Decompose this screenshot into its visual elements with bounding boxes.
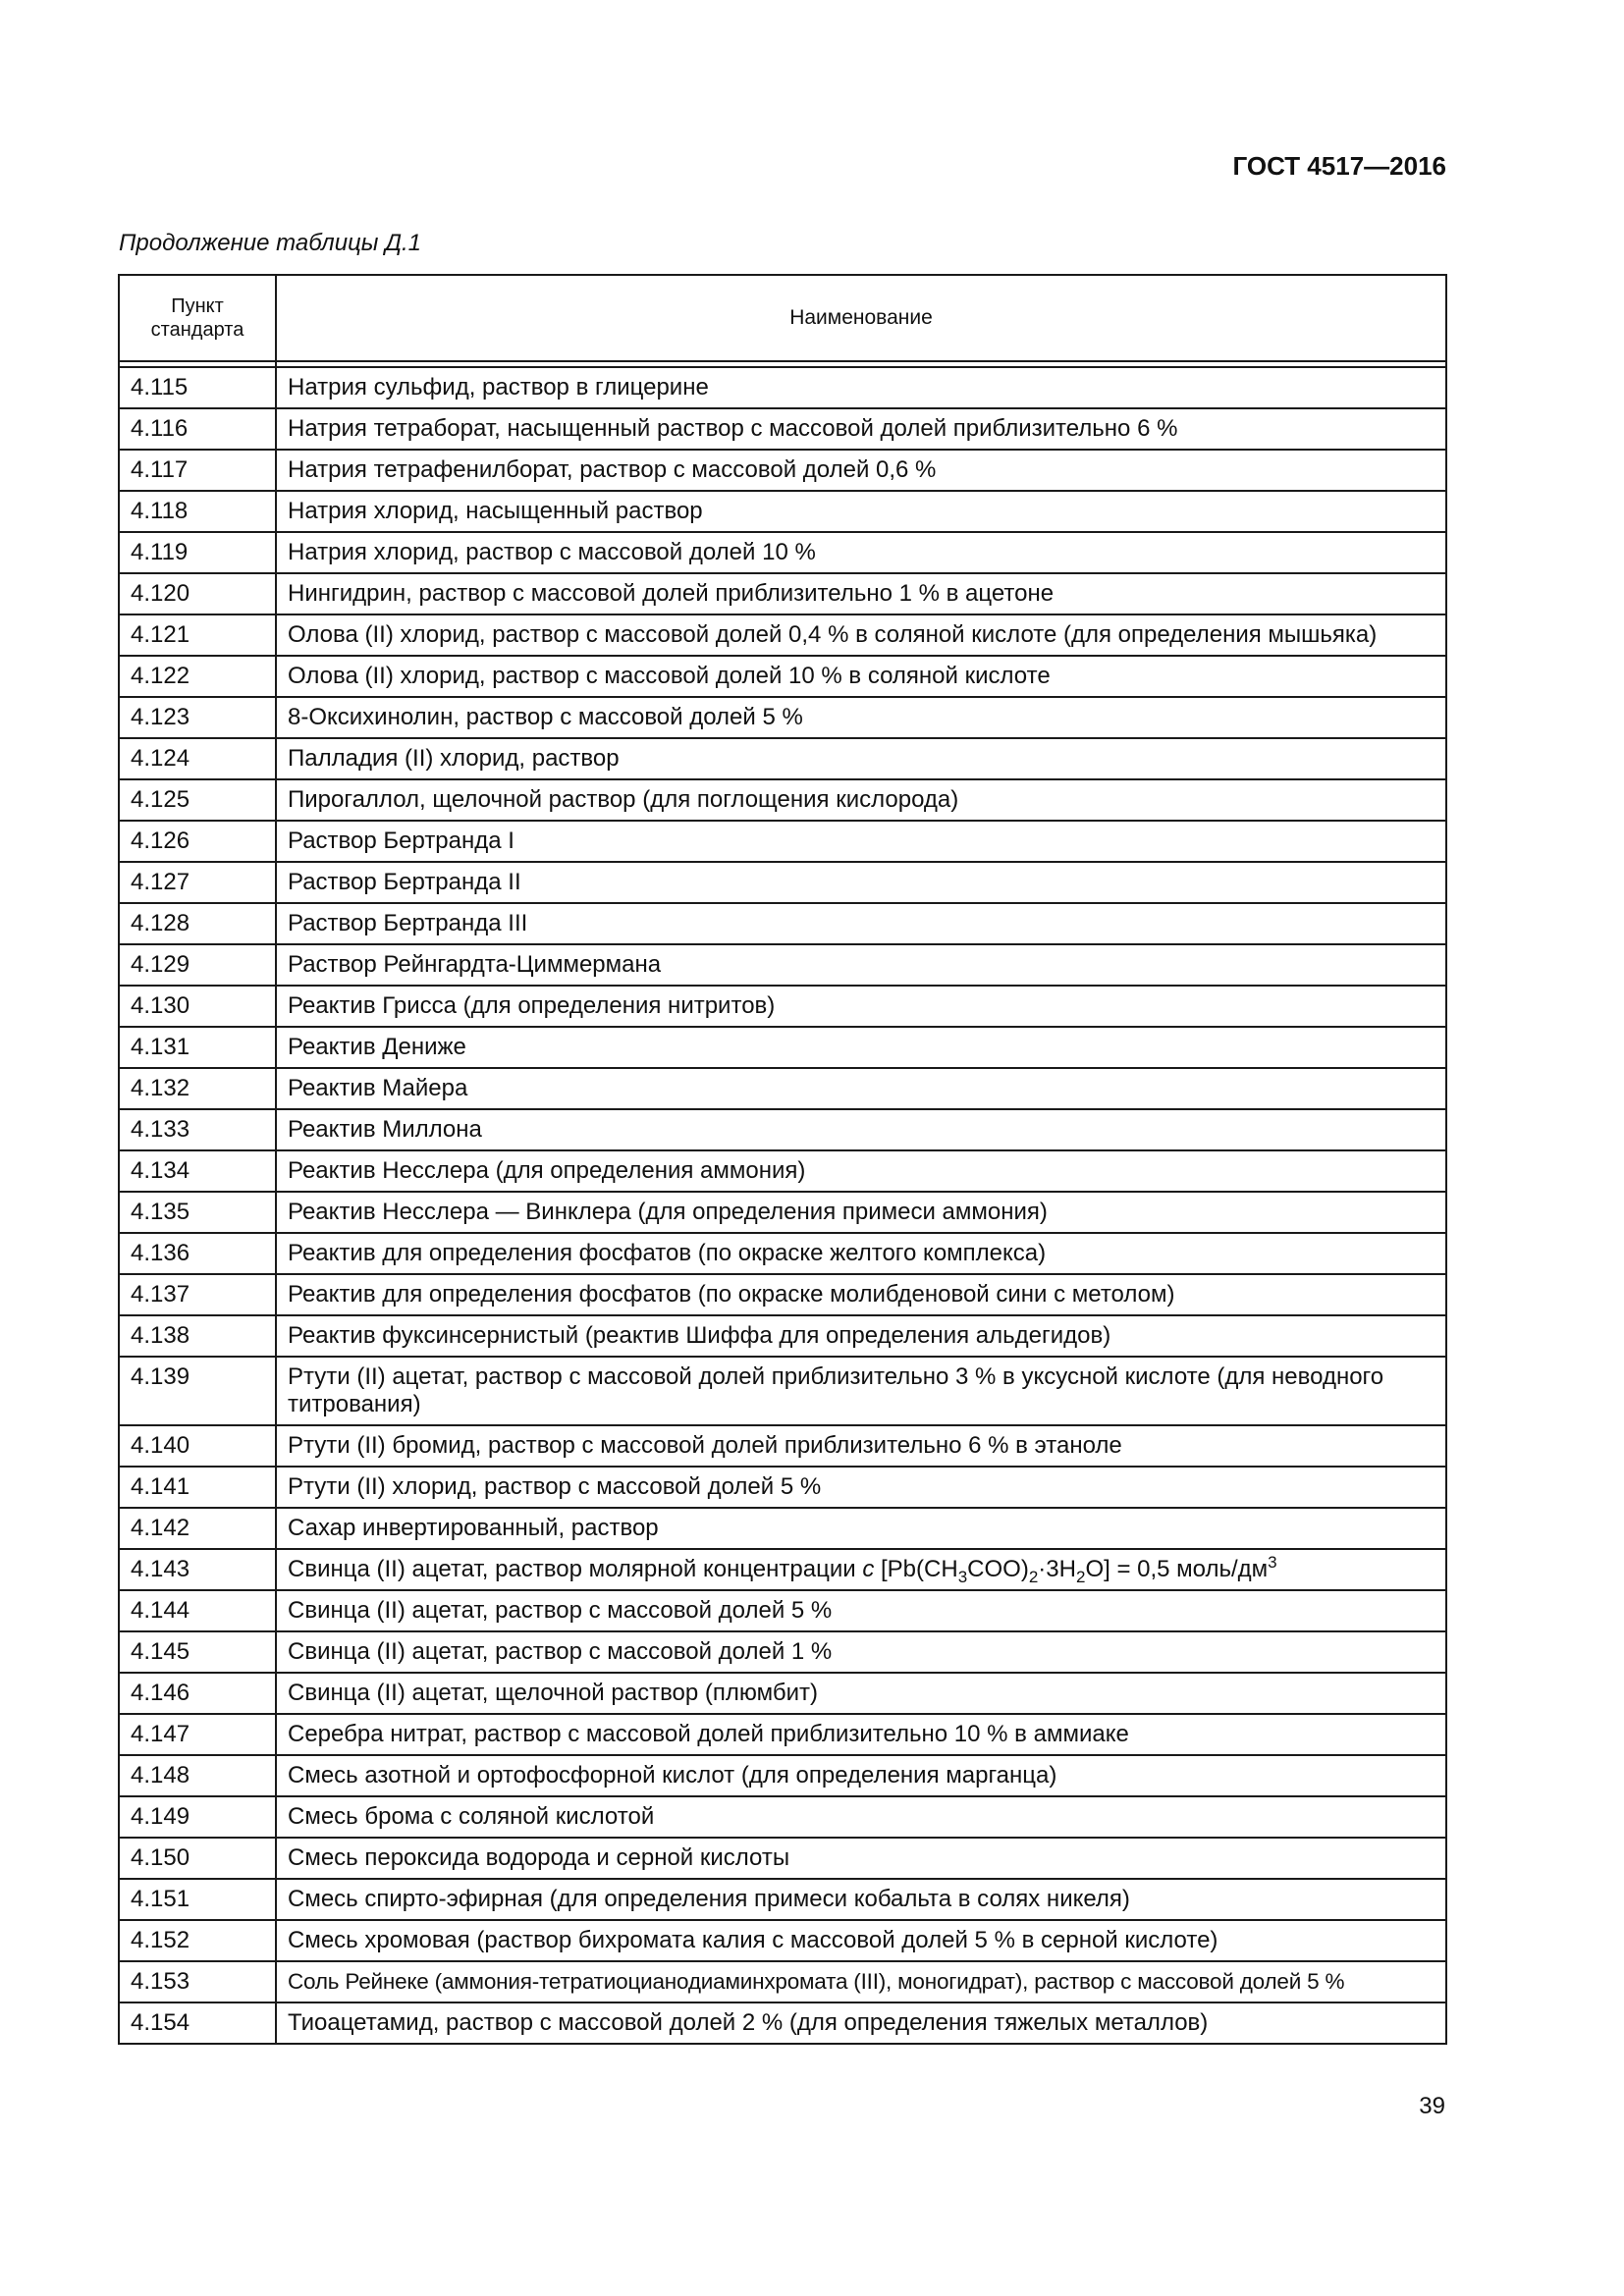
table-row xyxy=(119,821,1446,862)
formula-part: COO) xyxy=(967,1556,1029,1582)
point-number: 4.115 xyxy=(119,367,276,408)
table-row xyxy=(119,1879,1446,1920)
table-row xyxy=(119,450,1446,491)
table-row xyxy=(119,986,1446,1027)
point-number: 4.127 xyxy=(119,862,276,903)
table-row xyxy=(119,1549,1446,1590)
reagent-name: 8-Оксихинолин, раствор с массовой долей 5 % xyxy=(276,697,1446,738)
table-row xyxy=(119,1109,1446,1150)
column-header-point: Пункт стандарта xyxy=(119,275,276,361)
formula-part: c xyxy=(862,1556,875,1582)
point-number: 4.150 xyxy=(119,1838,276,1879)
reagent-name: Реактив Дениже xyxy=(276,1027,1446,1068)
table-row xyxy=(119,1673,1446,1714)
reagent-name: Серебра нитрат, раствор с массовой долей приблизительно 10 % в аммиаке xyxy=(276,1714,1446,1755)
table-row xyxy=(119,862,1446,903)
table-row xyxy=(119,903,1446,944)
table-row xyxy=(119,1274,1446,1315)
formula-part: ·3H xyxy=(1038,1556,1076,1582)
reagent-name: Натрия хлорид, насыщенный раствор xyxy=(276,491,1446,532)
table-row xyxy=(119,1920,1446,1961)
point-number: 4.131 xyxy=(119,1027,276,1068)
formula-part: 2 xyxy=(1028,1567,1039,1586)
table-row xyxy=(119,2002,1446,2044)
point-number: 4.132 xyxy=(119,1068,276,1109)
point-number: 4.126 xyxy=(119,821,276,862)
table-row xyxy=(119,1027,1446,1068)
reagent-name: Смесь спирто-эфирная (для определения примеси кобальта в солях никеля) xyxy=(276,1879,1446,1920)
table-row xyxy=(119,1425,1446,1467)
document-id: ГОСТ 4517—2016 xyxy=(1232,151,1446,181)
point-number: 4.149 xyxy=(119,1796,276,1838)
table-row xyxy=(119,1508,1446,1549)
point-number: 4.135 xyxy=(119,1192,276,1233)
formula-part: [Pb(CH xyxy=(874,1556,958,1582)
point-number: 4.147 xyxy=(119,1714,276,1755)
point-number: 4.137 xyxy=(119,1274,276,1315)
point-number: 4.134 xyxy=(119,1150,276,1192)
point-number: 4.143 xyxy=(119,1549,276,1590)
reagent-name: Раствор Бертранда III xyxy=(276,903,1446,944)
reagent-name: Реактив фуксинсернистый (реактив Шиффа для определения альдегидов) xyxy=(276,1315,1446,1357)
reagent-name: Реактив Майера xyxy=(276,1068,1446,1109)
point-number: 4.154 xyxy=(119,2002,276,2044)
table-caption: Продолжение таблицы Д.1 xyxy=(119,230,422,256)
reagent-name: Натрия тетрафенилборат, раствор с массовой долей 0,6 % xyxy=(276,450,1446,491)
reagent-name: Реактив Несслера (для определения аммония) xyxy=(276,1150,1446,1192)
point-number: 4.128 xyxy=(119,903,276,944)
table-row xyxy=(119,1961,1446,2002)
point-number: 4.117 xyxy=(119,450,276,491)
point-number: 4.116 xyxy=(119,408,276,450)
table-row xyxy=(119,532,1446,573)
table-row xyxy=(119,1755,1446,1796)
table-body xyxy=(119,361,1446,2044)
reagent-name: Натрия тетраборат, насыщенный раствор с массовой долей приблизительно 6 % xyxy=(276,408,1446,450)
reagent-name: Раствор Бертранда II xyxy=(276,862,1446,903)
table-row xyxy=(119,1838,1446,1879)
formula-part: Свинца (II) ацетат, раствор молярной концентрации xyxy=(288,1556,863,1582)
reagent-name: Пирогаллол, щелочной раствор (для поглощения кислорода) xyxy=(276,779,1446,821)
point-number: 4.130 xyxy=(119,986,276,1027)
formula-part: O] = 0,5 моль/дм xyxy=(1085,1556,1269,1582)
reagent-name: Соль Рейнеке (аммония-тетратиоцианодиаминхромата (III), моногидрат), раствор с массовой долей 5 % xyxy=(276,1961,1446,2002)
table-row xyxy=(119,1631,1446,1673)
point-number: 4.140 xyxy=(119,1425,276,1467)
reagent-name: Смесь хромовая (раствор бихромата калия с массовой долей 5 % в серной кислоте) xyxy=(276,1920,1446,1961)
reagent-name: Смесь брома с соляной кислотой xyxy=(276,1796,1446,1838)
table-row xyxy=(119,1315,1446,1357)
table-row xyxy=(119,1590,1446,1631)
reagent-name: Свинца (II) ацетат, раствор с массовой долей 5 % xyxy=(276,1590,1446,1631)
table-row xyxy=(119,656,1446,697)
table-row xyxy=(119,779,1446,821)
table-row xyxy=(119,738,1446,779)
point-number: 4.148 xyxy=(119,1755,276,1796)
table-row xyxy=(119,367,1446,408)
reagent-name: Сахар инвертированный, раствор xyxy=(276,1508,1446,1549)
point-number: 4.142 xyxy=(119,1508,276,1549)
reagent-name: Реактив для определения фосфатов (по окраске желтого комплекса) xyxy=(276,1233,1446,1274)
table-row xyxy=(119,1068,1446,1109)
reagent-name: Смесь азотной и ортофосфорной кислот (для определения марганца) xyxy=(276,1755,1446,1796)
point-number: 4.153 xyxy=(119,1961,276,2002)
formula-part: 3 xyxy=(957,1567,968,1586)
point-number: 4.129 xyxy=(119,944,276,986)
point-number: 4.118 xyxy=(119,491,276,532)
reagents-table xyxy=(118,274,1447,2045)
point-number: 4.133 xyxy=(119,1109,276,1150)
table-header-row xyxy=(119,275,1446,361)
reagent-name: Реактив Миллона xyxy=(276,1109,1446,1150)
reagent-name: Натрия хлорид, раствор с массовой долей 10 % xyxy=(276,532,1446,573)
point-number: 4.144 xyxy=(119,1590,276,1631)
reagent-name: Натрия сульфид, раствор в глицерине xyxy=(276,367,1446,408)
column-header-name: Наименование xyxy=(276,275,1446,361)
point-number: 4.138 xyxy=(119,1315,276,1357)
reagent-name: Смесь пероксида водорода и серной кислоты xyxy=(276,1838,1446,1879)
point-number: 4.146 xyxy=(119,1673,276,1714)
table-row xyxy=(119,697,1446,738)
point-number: 4.151 xyxy=(119,1879,276,1920)
table-row xyxy=(119,491,1446,532)
reagent-name: Реактив Несслера — Винклера (для определения примеси аммония) xyxy=(276,1192,1446,1233)
point-number: 4.136 xyxy=(119,1233,276,1274)
reagent-name: Олова (II) хлорид, раствор с массовой долей 10 % в соляной кислоте xyxy=(276,656,1446,697)
point-number: 4.125 xyxy=(119,779,276,821)
table-row xyxy=(119,408,1446,450)
reagent-name: Реактив Грисса (для определения нитритов) xyxy=(276,986,1446,1027)
formula-part: 3 xyxy=(1268,1553,1277,1572)
table-row xyxy=(119,944,1446,986)
table-row xyxy=(119,1150,1446,1192)
table-row xyxy=(119,1467,1446,1508)
reagent-name: Свинца (II) ацетат, щелочной раствор (плюмбит) xyxy=(276,1673,1446,1714)
point-number: 4.121 xyxy=(119,614,276,656)
table-row xyxy=(119,573,1446,614)
point-number: 4.145 xyxy=(119,1631,276,1673)
table-row xyxy=(119,614,1446,656)
reagent-name: Нингидрин, раствор с массовой долей приблизительно 1 % в ацетоне xyxy=(276,573,1446,614)
reagent-name: Ртути (II) хлорид, раствор с массовой долей 5 % xyxy=(276,1467,1446,1508)
formula-part: 2 xyxy=(1075,1567,1086,1586)
reagent-name: Ртути (II) бромид, раствор с массовой долей приблизительно 6 % в этаноле xyxy=(276,1425,1446,1467)
reagent-name: Свинца (II) ацетат, раствор с массовой долей 1 % xyxy=(276,1631,1446,1673)
page-number: 39 xyxy=(1419,2093,1445,2119)
table-row xyxy=(119,1192,1446,1233)
reagent-name: Раствор Рейнгардта-Циммермана xyxy=(276,944,1446,986)
point-number: 4.119 xyxy=(119,532,276,573)
reagent-name: Реактив для определения фосфатов (по окраске молибденовой сини с метолом) xyxy=(276,1274,1446,1315)
table-row xyxy=(119,1233,1446,1274)
reagent-name: Ртути (II) ацетат, раствор с массовой долей приблизительно 3 % в уксусной кислоте (для неводного титрования) xyxy=(276,1357,1446,1425)
reagent-name: Раствор Бертранда I xyxy=(276,821,1446,862)
reagent-name xyxy=(276,1549,1446,1590)
table-row xyxy=(119,1714,1446,1755)
reagent-name: Палладия (II) хлорид, раствор xyxy=(276,738,1446,779)
point-number: 4.141 xyxy=(119,1467,276,1508)
point-number: 4.122 xyxy=(119,656,276,697)
table-row xyxy=(119,1357,1446,1425)
table-row xyxy=(119,1796,1446,1838)
point-number: 4.123 xyxy=(119,697,276,738)
point-number: 4.152 xyxy=(119,1920,276,1961)
point-number: 4.139 xyxy=(119,1357,276,1425)
point-number: 4.120 xyxy=(119,573,276,614)
reagent-name: Олова (II) хлорид, раствор с массовой долей 0,4 % в соляной кислоте (для определения мышьяка) xyxy=(276,614,1446,656)
reagent-name: Тиоацетамид, раствор с массовой долей 2 % (для определения тяжелых металлов) xyxy=(276,2002,1446,2044)
point-number: 4.124 xyxy=(119,738,276,779)
